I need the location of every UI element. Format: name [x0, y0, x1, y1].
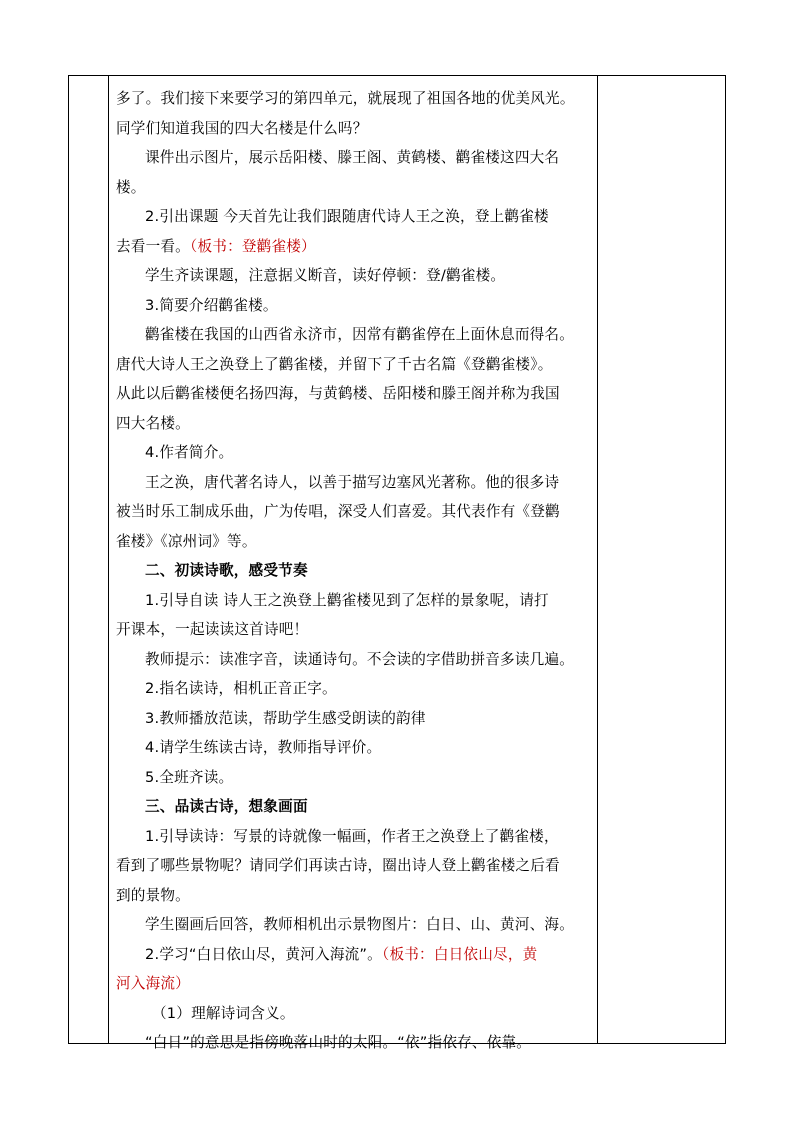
text-line: （1）理解诗词含义。 [152, 1004, 295, 1022]
text-line: 2.学习“白日依山尽，黄河入海流”。（板书：白日依山尽，黄 [145, 945, 538, 963]
text-line: 王之涣，唐代著名诗人，以善于描写边塞风光著称。他的很多诗 [145, 473, 560, 491]
text-line: 从此以后鹳雀楼便名扬四海，与黄鹤楼、岳阳楼和滕王阁并称为我国 [116, 385, 560, 402]
text-line: 教师提示：读准字音，读通诗句。不会读的字借助拼音多读几遍。 [145, 650, 575, 668]
text-line: 学生圈画后回答，教师相机出示景物图片：白日、山、黄河、海。 [145, 916, 575, 933]
table-divider-1 [108, 75, 109, 1044]
text-line: 楼。 [116, 178, 146, 196]
text-line: 课件出示图片，展示岳阳楼、滕王阁、黄鹤楼、鹳雀楼这四大名 [145, 149, 560, 166]
text-line: 多了。我们接下来要学习的第四单元，就展现了祖国各地的优美风光。 [116, 90, 575, 107]
text-line: 4.请学生练读古诗，教师指导评价。 [145, 739, 382, 756]
lesson-content [116, 84, 598, 1058]
table-border-right [725, 75, 726, 1044]
text-line: 被当时乐工制成乐曲，广为传唱，深受人们喜爱。其代表作有《登鹳 [116, 503, 560, 520]
text-line: 同学们知道我国的四大名楼是什么吗？ [116, 119, 368, 137]
table-border-top [68, 75, 726, 76]
text-line: 鹳雀楼在我国的山西省永济市，因常有鹳雀停在上面休息而得名。 [145, 326, 575, 343]
text-line: 4.作者简介。 [145, 444, 234, 461]
text-line: 雀楼》《凉州词》等。 [116, 532, 257, 550]
text-line: 2.指名读诗，相机正音正字。 [145, 680, 337, 697]
text-line: 3.简要介绍鹳雀楼。 [145, 296, 278, 314]
table-border-left [68, 75, 69, 1044]
text-line: “白日”的意思是指傍晚落山时的太阳。“依”指依存、依靠。 [145, 1034, 532, 1051]
text-line: 看到了哪些景物呢？请同学们再读古诗，圈出诗人登上鹳雀楼之后看 [116, 857, 560, 874]
blackboard-note: （板书：白日依山尽，黄 [381, 945, 538, 963]
text-line: 到的景物。 [116, 886, 190, 904]
text-line [116, 969, 598, 999]
text-line: 开课本，一起读读这首诗吧！ [116, 621, 309, 638]
text-line: 5.全班齐读。 [145, 768, 234, 786]
text-line: 学生齐读课题，注意据义断音，读好停顿：登/鹳雀楼。 [145, 267, 506, 284]
text-line: 去看一看。（板书：登鹳雀楼） [116, 237, 316, 255]
blackboard-note: （板书：登鹳雀楼） [189, 237, 316, 255]
text-line: 2.引出课题 今天首先让我们跟随唐代诗人王之涣，登上鹳雀楼 [145, 208, 549, 225]
text-line: 1.引导读诗：写景的诗就像一幅画，作者王之涣登上了鹳雀楼， [145, 827, 559, 845]
section-heading: 二、初读诗歌，感受节奏 [145, 562, 308, 579]
blackboard-note: 河入海流） [116, 975, 190, 992]
text-line: 唐代大诗人王之涣登上了鹳雀楼，并留下了千古名篇《登鹳雀楼》。 [116, 355, 553, 373]
text-line: 四大名楼。 [116, 414, 190, 432]
section-heading: 三、品读古诗，想象画面 [145, 798, 308, 815]
text-line: 1.引导自读 诗人王之涣登上鹳雀楼见到了怎样的景象呢，请打 [145, 591, 549, 609]
text-line: 3.教师播放范读，帮助学生感受朗读的韵律 [145, 709, 426, 727]
